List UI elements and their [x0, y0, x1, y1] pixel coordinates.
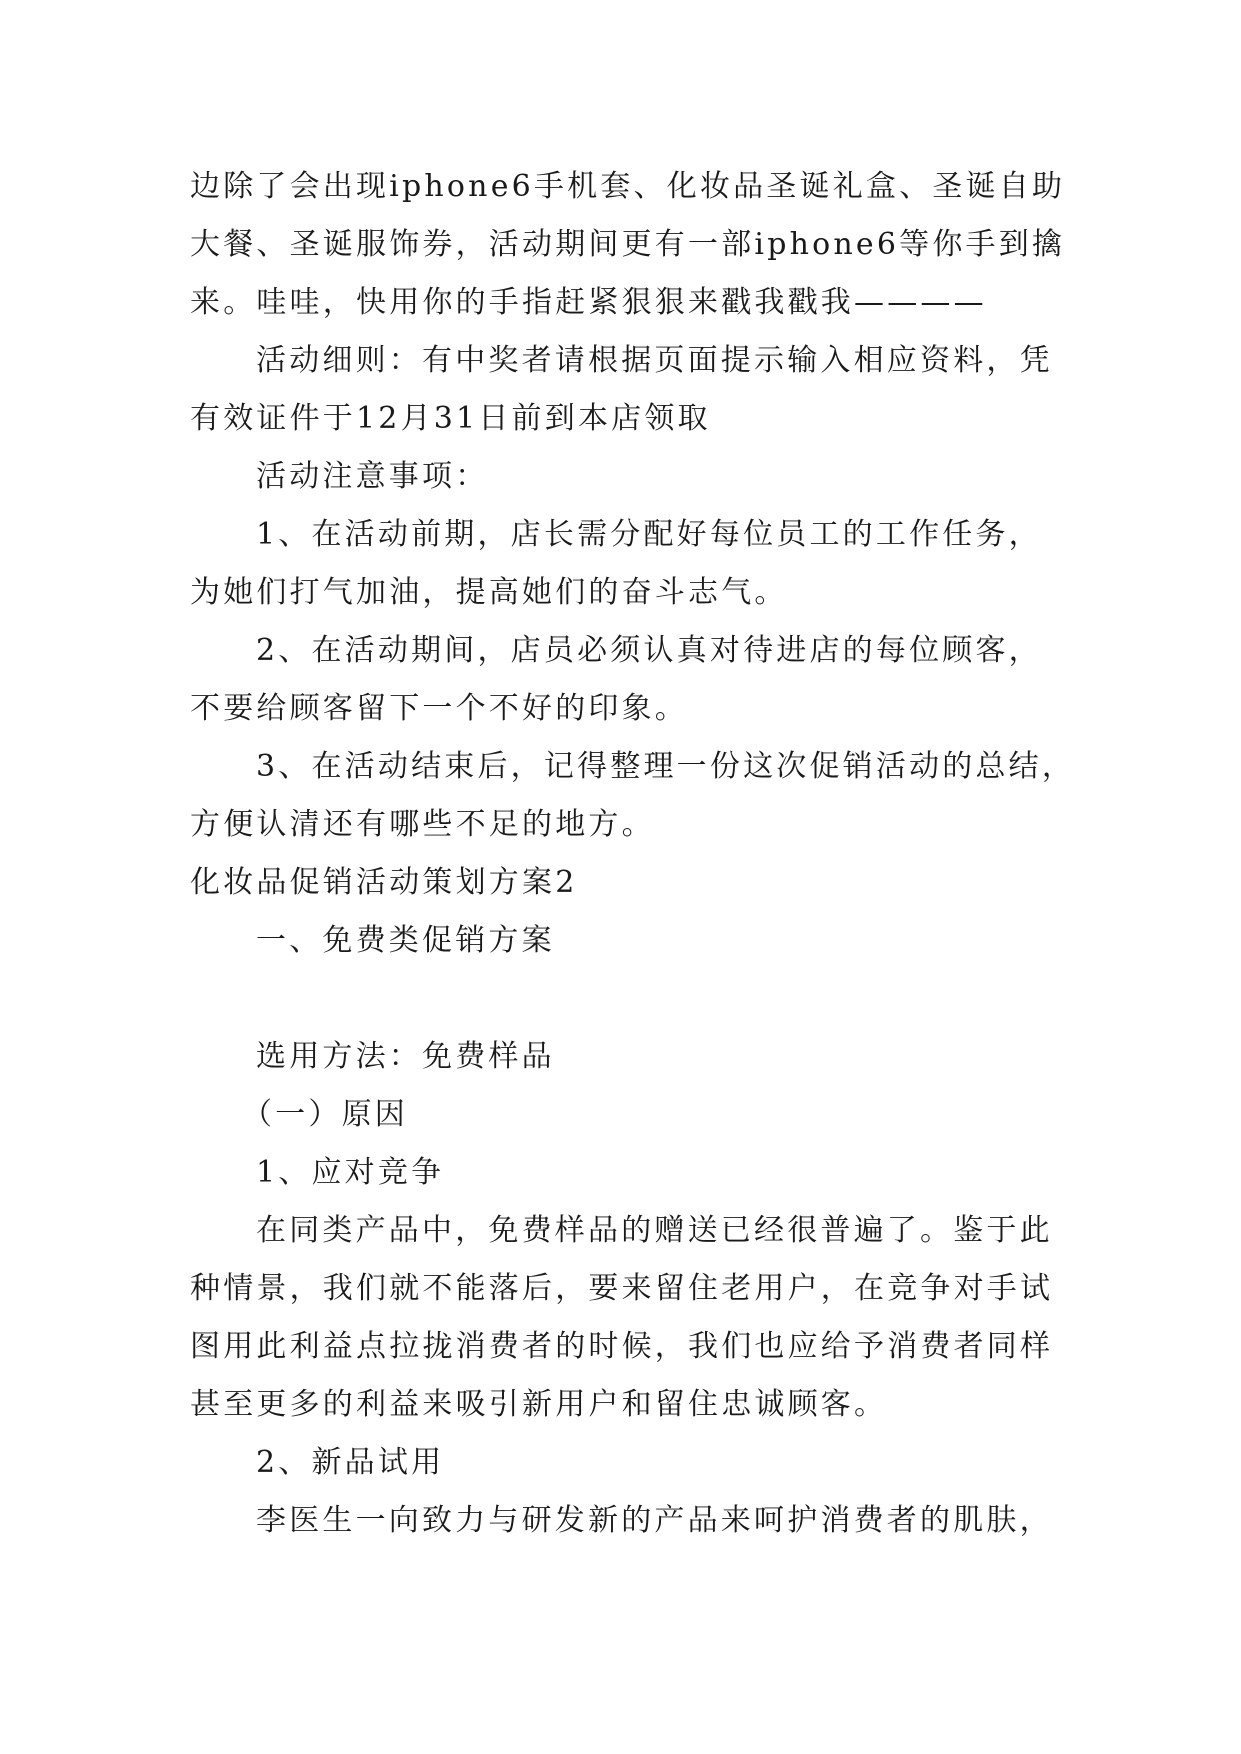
document-body [190, 158, 1076, 1550]
paragraph-line: 来。哇哇，快用你的手指赶紧狠狠来戳我戳我———— [190, 285, 987, 320]
paragraph-line: 边除了会出现iphone6手机套、化妆品圣诞礼盒、圣诞自助 [190, 169, 1066, 204]
paragraph-line: 图用此利益点拉拢消费者的时候，我们也应给予消费者同样 [190, 1329, 1054, 1364]
blank-line [190, 970, 1060, 1028]
list-item-2: 2、在活动期间，店员必须认真对待进店的每位顾客， [256, 633, 1042, 668]
section-heading: 一、免费类促销方案 [256, 923, 555, 958]
section-title: 化妆品促销活动策划方案2 [190, 865, 578, 900]
activity-rules-line: 活动细则：有中奖者请根据页面提示输入相应资料，凭 [256, 343, 1053, 378]
paragraph-line: 种情景，我们就不能落后，要来留住老用户，在竞争对手试 [190, 1271, 1054, 1306]
list-item-2: 2、新品试用 [256, 1445, 445, 1480]
list-item-1: 1、应对竞争 [256, 1155, 445, 1190]
list-item-3: 3、在活动结束后，记得整理一份这次促销活动的总结， [256, 749, 1076, 784]
method-line: 选用方法：免费样品 [256, 1039, 555, 1074]
paragraph-line: 李医生一向致力与研发新的产品来呵护消费者的肌肤， [256, 1503, 1053, 1538]
paragraph-line: 为她们打气加油，提高她们的奋斗志气。 [190, 575, 788, 610]
notes-heading: 活动注意事项： [256, 459, 489, 494]
paragraph-line: 在同类产品中，免费样品的赠送已经很普遍了。鉴于此 [256, 1213, 1053, 1248]
list-item-1: 1、在活动前期，店长需分配好每位员工的工作任务， [256, 517, 1042, 552]
paragraph-line: 方便认清还有哪些不足的地方。 [190, 807, 655, 842]
subsection-heading: （一）原因 [242, 1097, 408, 1132]
paragraph-line: 不要给顾客留下一个不好的印象。 [190, 691, 688, 726]
paragraph-line: 大餐、圣诞服饰券，活动期间更有一部iphone6等你手到擒 [190, 227, 1066, 262]
paragraph-line: 有效证件于12月31日前到本店领取 [190, 401, 711, 436]
paragraph-line: 甚至更多的利益来吸引新用户和留住忠诚顾客。 [190, 1387, 888, 1422]
